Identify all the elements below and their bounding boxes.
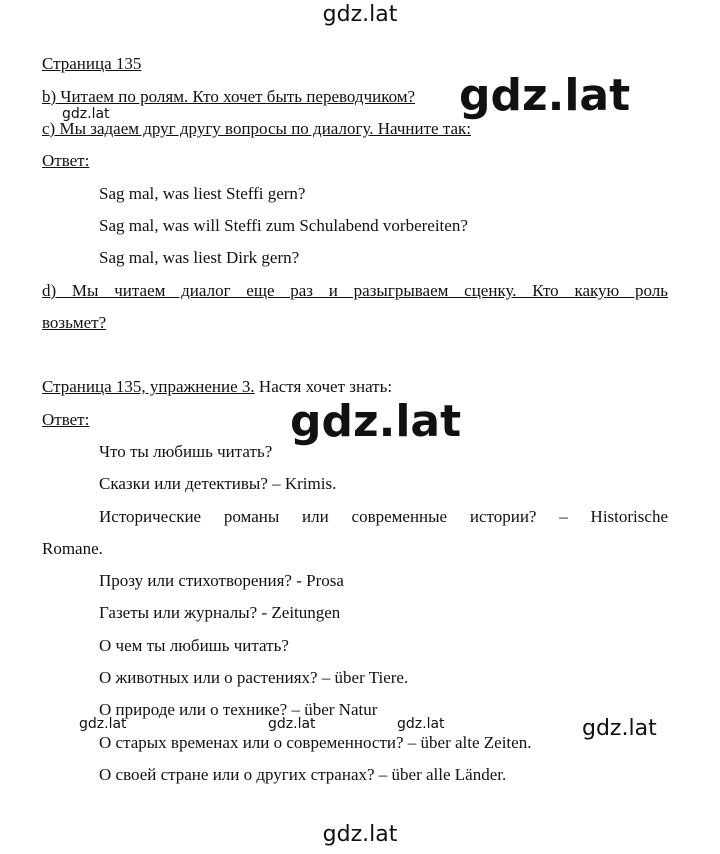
answer-line: Romane. [42, 539, 103, 558]
watermark-large: gdz.lat [459, 70, 631, 121]
watermark-bottom: gdz.lat [322, 822, 398, 847]
watermark-small: gdz.lat [268, 716, 316, 732]
answer-line: О своей стране или о других странах? – über alle Länder. [99, 765, 507, 784]
answer-line: О животных или о растениях? – über Tiere. [99, 668, 409, 687]
answer-label-2: Ответ: [42, 410, 90, 429]
exercise-heading [42, 377, 392, 397]
task-c: c) Мы задаем друг другу вопросы по диалогу. Начните так: [42, 119, 472, 138]
exercise-heading-rest: Настя хочет знать: [254, 377, 393, 396]
answer-line: Что ты любишь читать? [99, 442, 273, 461]
answer-line: Сказки или детективы? – Krimis. [99, 474, 337, 493]
answer-line: Sag mal, was liest Dirk gern? [99, 248, 300, 267]
watermark-large: gdz.lat [290, 396, 462, 447]
answer-line: Исторические романы или современные истории? – Historische [99, 507, 668, 526]
exercise-heading-ref: Страница 135, упражнение 3. [42, 377, 255, 396]
task-d-cont: возьмет? [42, 313, 107, 332]
answer-line: Газеты или журналы? - Zeitungen [99, 603, 341, 622]
answer-label: Ответ: [42, 151, 90, 170]
page-heading: Страница 135 [42, 54, 142, 73]
answer-line: О старых временах или о современности? – über alte Zeiten. [99, 733, 532, 752]
watermark-top: gdz.lat [322, 2, 398, 27]
task-d: d) Мы читаем диалог еще раз и разыгрываем сценку. Кто какую роль [42, 281, 668, 300]
answer-line: О чем ты любишь читать? [99, 636, 289, 655]
watermark-small: gdz.lat [397, 716, 445, 732]
watermark-small: gdz.lat [79, 716, 127, 732]
task-b: b) Читаем по ролям. Кто хочет быть переводчиком? [42, 87, 416, 106]
answer-line: Sag mal, was liest Steffi gern? [99, 184, 306, 203]
watermark-right: gdz.lat [582, 716, 657, 741]
answer-line: Sag mal, was will Steffi zum Schulabend vorbereiten? [99, 216, 468, 235]
watermark-small: gdz.lat [62, 106, 110, 122]
answer-line: О природе или о технике? – über Natur [99, 700, 378, 719]
answer-line: Прозу или стихотворения? - Prosa [99, 571, 344, 590]
